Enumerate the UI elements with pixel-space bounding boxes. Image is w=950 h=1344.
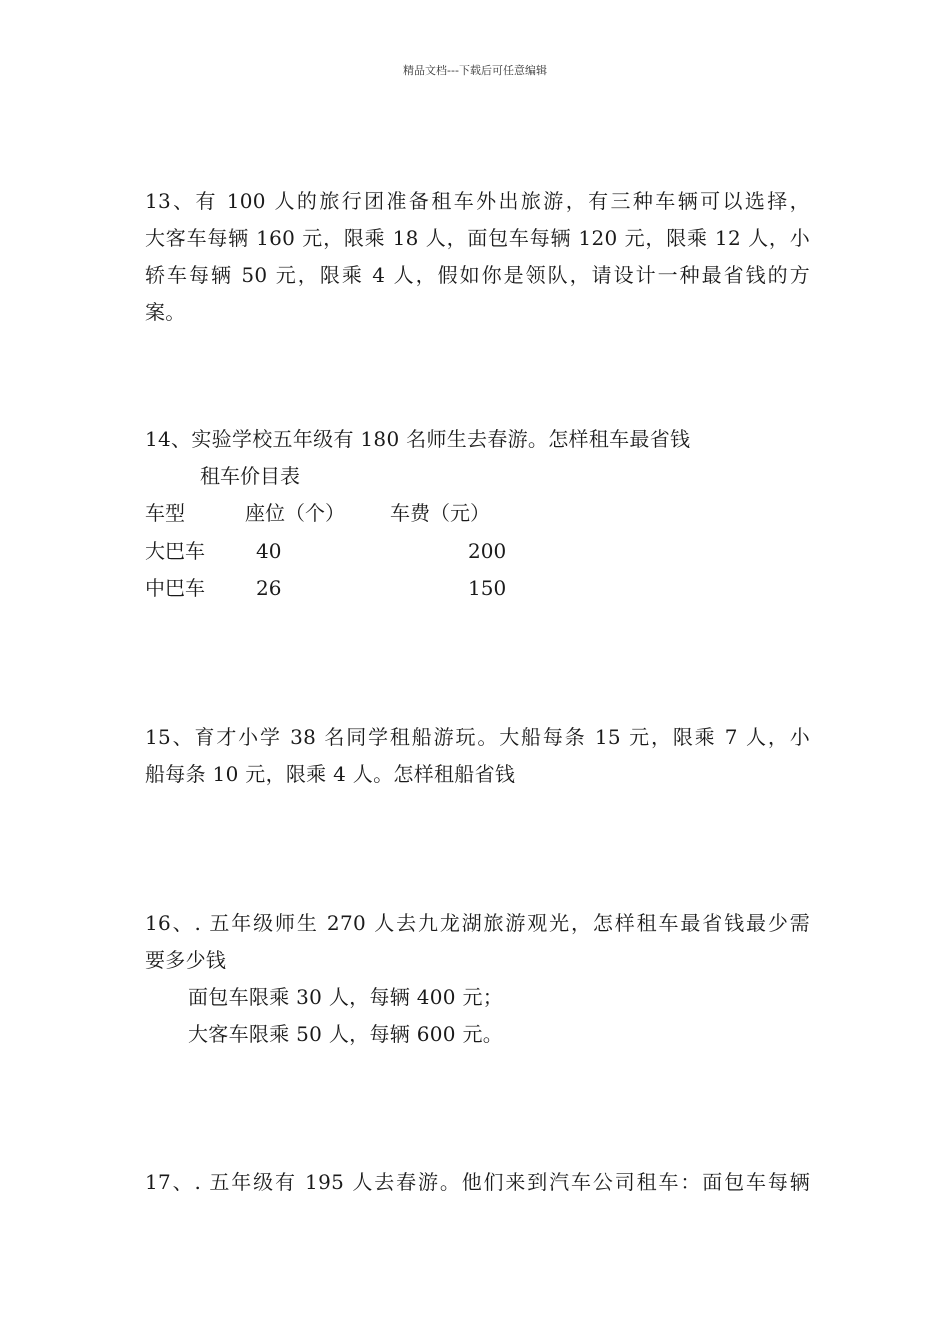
q16-line-1: 16、. 五年级师生 270 人去九龙湖旅游观光，怎样租车最省钱最少需 (145, 911, 810, 935)
price-table-title: 租车价目表 (200, 464, 300, 488)
table-row-1-type: 大巴车 (145, 539, 205, 563)
table-header-type: 车型 (145, 501, 185, 525)
question-15 (145, 719, 810, 793)
question-13 (145, 183, 810, 331)
table-row-1-seats: 40 (256, 539, 282, 563)
table-row-2-fee: 150 (468, 576, 507, 600)
table-row-2-seats: 26 (256, 576, 282, 600)
table-row-2-type: 中巴车 (145, 576, 205, 600)
q16-option-1: 面包车限乘 30 人，每辆 400 元； (188, 985, 504, 1009)
q16-line-2: 要多少钱 (145, 948, 227, 972)
q15-line-1: 15、育才小学 38 名同学租船游玩。大船每条 15 元，限乘 7 人，小 (145, 725, 810, 749)
table-row-1-fee: 200 (468, 539, 507, 563)
question-17 (145, 1164, 810, 1201)
q14-question: 14、实验学校五年级有 180 名师生去春游。怎样租车最省钱 (145, 427, 691, 451)
q13-line-2: 大客车每辆 160 元，限乘 18 人，面包车每辆 120 元，限乘 12 人，小 (145, 226, 810, 250)
q13-line-4: 案。 (145, 300, 186, 324)
question-14 (145, 421, 810, 458)
q15-line-2: 船每条 10 元，限乘 4 人。怎样租船省钱 (145, 762, 516, 786)
q17-line-1: 17、. 五年级有 195 人去春游。他们来到汽车公司租车：面包车每辆 (145, 1170, 810, 1194)
table-header-seats: 座位（个） (245, 501, 345, 525)
table-header-fee: 车费（元） (390, 501, 490, 525)
page-header: 精品文档---下载后可任意编辑 (403, 64, 547, 77)
q13-line-1: 13、有 100 人的旅行团准备租车外出旅游，有三种车辆可以选择， (145, 189, 810, 213)
q13-line-3: 轿车每辆 50 元，限乘 4 人，假如你是领队，请设计一种最省钱的方 (145, 263, 810, 287)
q16-option-2: 大客车限乘 50 人，每辆 600 元。 (188, 1022, 504, 1046)
question-16 (145, 905, 810, 1053)
